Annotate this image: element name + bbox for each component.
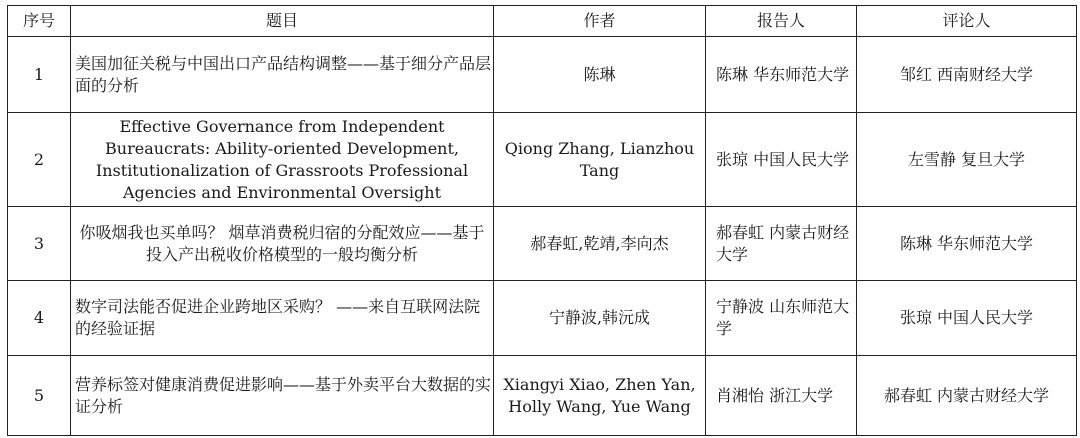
- presentation-schedule-table: [7, 5, 1077, 436]
- cell-author: 宁静波,韩沅成: [494, 281, 706, 356]
- table-row: [8, 356, 1077, 436]
- header-row: [8, 6, 1077, 37]
- header-reporter: 报告人: [706, 6, 857, 37]
- cell-title: 美国加征关税与中国出口产品结构调整——基于细分产品层面的分析: [71, 37, 494, 113]
- header-index: 序号: [8, 6, 71, 37]
- cell-reporter: 宁静波 山东师范大学: [706, 281, 857, 356]
- cell-author: 郝春虹,乾靖,李向杰: [494, 207, 706, 281]
- cell-title: Effective Governance from Independent Bureaucrats: Ability-oriented Development, Institutionalization of Grassroots Professional Agencies and Environmental Oversight: [71, 113, 494, 207]
- cell-reporter: 陈琳 华东师范大学: [706, 37, 857, 113]
- cell-index: 1: [8, 37, 71, 113]
- cell-author: 陈琳: [494, 37, 706, 113]
- table-row: [8, 281, 1077, 356]
- table-row: [8, 207, 1077, 281]
- cell-title: 数字司法能否促进企业跨地区采购？ ——来自互联网法院的经验证据: [71, 281, 494, 356]
- cell-author: Qiong Zhang, Lianzhou Tang: [494, 113, 706, 207]
- cell-reporter: 肖湘怡 浙江大学: [706, 356, 857, 436]
- cell-reviewer: 陈琳 华东师范大学: [857, 207, 1077, 281]
- cell-index: 2: [8, 113, 71, 207]
- table-row: [8, 37, 1077, 113]
- cell-reviewer: 邹红 西南财经大学: [857, 37, 1077, 113]
- header-author: 作者: [494, 6, 706, 37]
- cell-reporter: 郝春虹 内蒙古财经大学: [706, 207, 857, 281]
- cell-reporter: 张琼 中国人民大学: [706, 113, 857, 207]
- cell-title: 营养标签对健康消费促进影响——基于外卖平台大数据的实证分析: [71, 356, 494, 436]
- cell-title: 你吸烟我也买单吗？ 烟草消费税归宿的分配效应——基于投入产出税收价格模型的一般均衡分析: [71, 207, 494, 281]
- cell-author: Xiangyi Xiao, Zhen Yan, Holly Wang, Yue Wang: [494, 356, 706, 436]
- cell-index: 3: [8, 207, 71, 281]
- cell-index: 4: [8, 281, 71, 356]
- cell-reviewer: 左雪静 复旦大学: [857, 113, 1077, 207]
- header-title: 题目: [71, 6, 494, 37]
- table-row: [8, 113, 1077, 207]
- cell-reviewer: 张琼 中国人民大学: [857, 281, 1077, 356]
- cell-index: 5: [8, 356, 71, 436]
- cell-reviewer: 郝春虹 内蒙古财经大学: [857, 356, 1077, 436]
- header-reviewer: 评论人: [857, 6, 1077, 37]
